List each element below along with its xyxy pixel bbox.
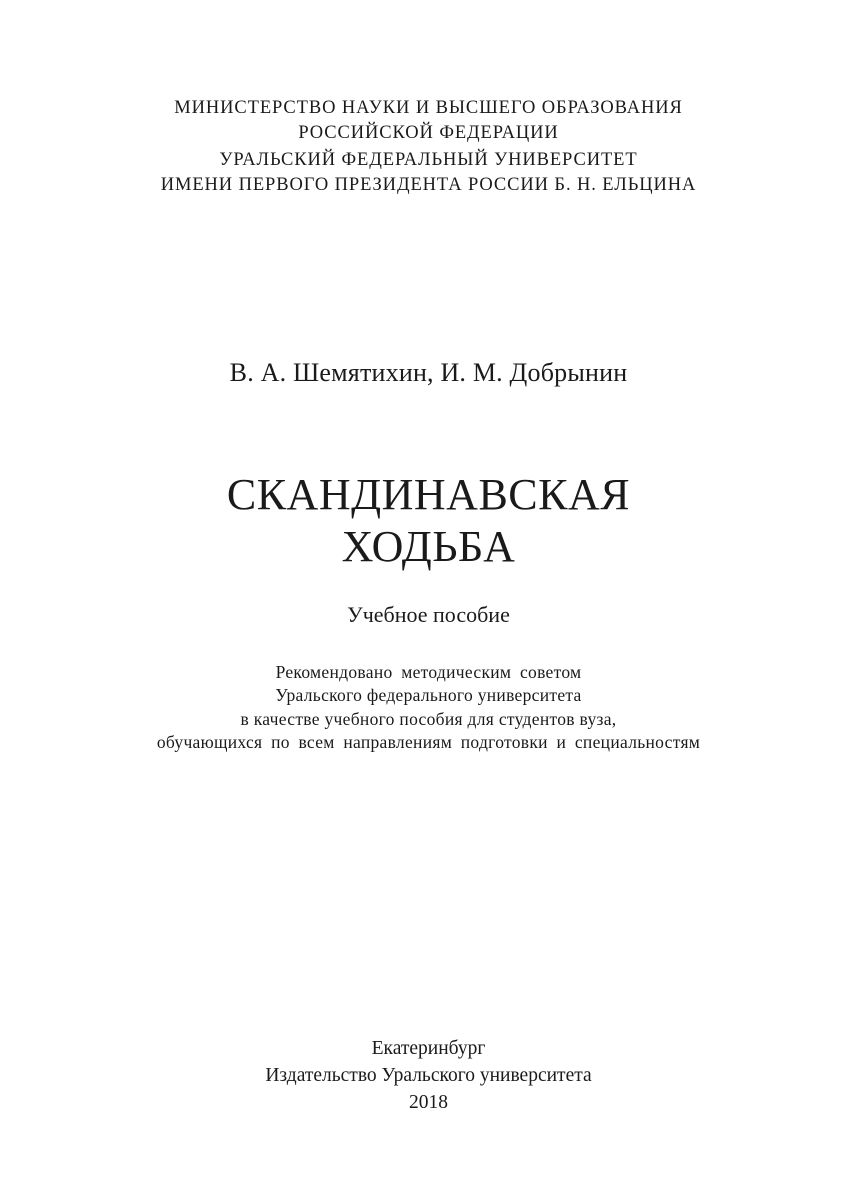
university-line-2: ИМЕНИ ПЕРВОГО ПРЕЗИДЕНТА РОССИИ Б. Н. ЕЛЬЦИНА	[160, 175, 697, 195]
ministry-line-2: РОССИЙСКОЙ ФЕДЕРАЦИИ	[298, 123, 559, 143]
imprint-publisher: Издательство Уральского университета	[265, 1065, 592, 1086]
subtitle-text: Учебное пособие	[347, 602, 510, 627]
imprint-year: 2018	[409, 1092, 448, 1113]
authors-text: В. А. Шемятихин, И. М. Добрынин	[229, 358, 628, 387]
recommendation	[0, 661, 857, 754]
imprint	[0, 1035, 857, 1116]
recommendation-line-4: обучающихся по всем направлениям подготовки и специальностям	[156, 731, 701, 752]
book-title	[0, 469, 857, 573]
title-line-1: СКАНДИНАВСКАЯ	[226, 470, 631, 519]
book-subtitle	[0, 600, 857, 630]
university-line-1: УРАЛЬСКИЙ ФЕДЕРАЛЬНЫЙ УНИВЕРСИТЕТ	[219, 150, 638, 170]
recommendation-line-1: Рекомендовано методическим советом	[275, 662, 582, 682]
recommendation-line-3: в качестве учебного пособия для студентов вуза,	[240, 708, 617, 729]
authors	[0, 355, 857, 391]
recommendation-line-2: Уральского федерального университета	[275, 685, 582, 706]
imprint-city: Екатеринбург	[371, 1038, 486, 1059]
ministry-line-1: МИНИСТЕРСТВО НАУКИ И ВЫСШЕГО ОБРАЗОВАНИЯ	[174, 98, 683, 118]
institution-header	[0, 96, 857, 198]
title-line-2: ХОДЬБА	[341, 522, 516, 571]
